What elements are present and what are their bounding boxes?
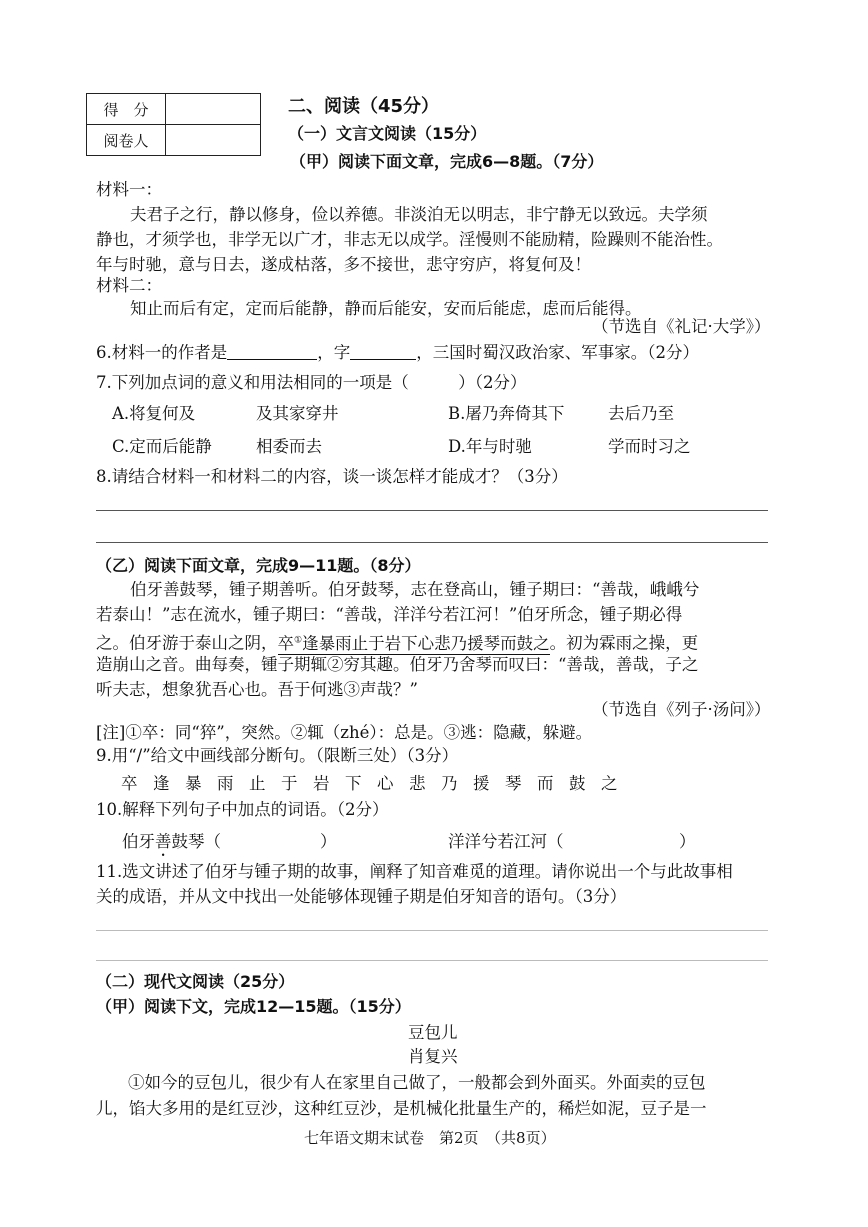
jia-title: （甲）阅读下面文章，完成6—8题。（7分） <box>290 152 604 171</box>
page-footer: 七年语文期末试卷 第2页 （共8页） <box>304 1129 556 1147</box>
article-line: ①如今的豆包儿，很少有人在家里自己做了，一般都会到外面买。外面卖的豆包 <box>128 1073 706 1092</box>
section-title: 二、阅读（45分） <box>288 96 440 117</box>
material2-line: 知止而后有定，定而后能静，静而后能安，安而后能虑，虑而后能得。 <box>130 299 642 318</box>
q7-d-phrase1: D.年与时驰 <box>448 437 532 456</box>
score-label: 得 分 <box>87 94 166 125</box>
score-value-cell <box>166 94 261 125</box>
question-11-line: 关的成语，并从文中找出一处能够体现锺子期是伯牙知音的语句。（3分） <box>96 887 627 906</box>
material1-line: 静也，才须学也，非学无以广才，非志无以成学。淫慢则不能励精，险躁则不能治性。 <box>96 230 723 249</box>
q10-a-post: 鼓琴（ ） <box>171 832 337 851</box>
q7-option-d[interactable] <box>448 432 532 462</box>
grader-label: 阅卷人 <box>87 125 166 156</box>
article-title: 豆包儿 <box>408 1023 458 1042</box>
yi-title: （乙）阅读下面文章，完成9—11题。（8分） <box>96 556 421 575</box>
question-10: 10.解释下列句子中加点的词语。（2分） <box>96 800 389 819</box>
q7-d-phrase2: 学而时习之 <box>608 437 691 456</box>
q7-option-b[interactable] <box>448 399 564 429</box>
yi-source: （节选自《列子·汤问》） <box>592 700 771 719</box>
answer-line[interactable] <box>96 930 768 931</box>
q7-option-a[interactable] <box>112 399 195 429</box>
q7-c-phrase1: C.定而后能静 <box>112 437 212 456</box>
article-author: 肖复兴 <box>408 1047 458 1066</box>
answer-line[interactable] <box>96 542 768 543</box>
q7-b-phrase1: B.屠乃奔倚其下 <box>448 404 565 423</box>
part2-jia-title: （甲）阅读下文，完成12—15题。（15分） <box>96 997 411 1016</box>
question-9: 9.用“/”给文中画线部分断句。（限断三处）（3分） <box>96 746 459 765</box>
material1-line: 夫君子之行，静以修身，俭以养德。非淡泊无以明志，非宁静无以致远。夫学须 <box>130 205 708 224</box>
question-11-line: 11.选文讲述了伯牙与锺子期的故事，阐释了知音难觅的道理。请你说出一个与此故事相 <box>96 862 733 881</box>
material2-source: （节选自《礼记·大学》） <box>592 317 771 336</box>
yi-line3-post: 。初为霖雨之操，更 <box>549 633 699 653</box>
score-table <box>86 93 261 156</box>
q6-text-a: 6.材料一的作者是 <box>96 343 228 362</box>
q7-b-phrase2: 去后乃至 <box>608 404 674 423</box>
material2-label: 材料二： <box>96 276 162 295</box>
q10-item-a[interactable] <box>122 827 337 860</box>
grader-value-cell <box>166 125 261 156</box>
yi-text-line: 造崩山之音。曲每奏，锺子期辄②穷其趣。伯牙乃舍琴而叹曰：“善哉，善哉，子之 <box>96 655 699 674</box>
question-8: 8.请结合材料一和材料二的内容，谈一谈怎样才能成才？（3分） <box>96 467 568 486</box>
q6-blank-zi[interactable] <box>350 341 416 360</box>
yi-footnote: [注]①卒：同“猝”，突然。②辄（zhé）：总是。③逃：隐藏，躲避。 <box>96 723 593 742</box>
underlined-char: 卒 <box>277 633 294 653</box>
q6-blank-name[interactable] <box>227 341 317 360</box>
underlined-rest: 逢暴雨止于岩下心悲乃援琴而鼓之 <box>302 633 550 653</box>
q7-a-phrase1: A.将复何及 <box>112 404 196 423</box>
material1-label: 材料一： <box>96 180 162 199</box>
q7-option-c[interactable] <box>112 432 212 462</box>
footnote-marker: ① <box>294 635 303 645</box>
material1-line: 年与时驰，意与日去，遂成枯落，多不接世，悲守穷庐，将复何及！ <box>96 255 591 274</box>
part2-title: （二）现代文阅读（25分） <box>96 972 295 991</box>
yi-line3-pre: 之。伯牙游于泰山之阴， <box>96 633 278 653</box>
yi-text-line: 若泰山！”志在流水，锺子期曰：“善哉，洋洋兮若江河！”伯牙所念，锺子期必得 <box>96 605 683 624</box>
answer-line[interactable] <box>96 960 768 961</box>
q10-a-pre: 伯牙 <box>122 832 155 851</box>
q6-text-b: ，字 <box>317 343 351 362</box>
article-line: 儿，馅大多用的是红豆沙，这种红豆沙，是机械化批量生产的，稀烂如泥，豆子是一 <box>96 1099 707 1118</box>
q6-text-c: ，三国时蜀汉政治家、军事家。（2分） <box>416 343 699 362</box>
part1-title: （一）文言文阅读（15分） <box>288 124 487 143</box>
yi-text-line: 伯牙善鼓琴，锺子期善听。伯牙鼓琴，志在登高山，锺子期曰：“善哉，峨峨兮 <box>130 580 700 599</box>
q10-a-dotted: 善 <box>155 832 172 851</box>
q7-a-phrase2: 及其家穿井 <box>256 404 339 423</box>
q9-characters[interactable]: 卒逢暴雨止于岩下心悲乃援琴而鼓之 <box>121 774 633 793</box>
q7-c-phrase2: 相委而去 <box>256 437 322 456</box>
q10-item-b[interactable]: 洋洋兮若江河（ ） <box>448 832 696 851</box>
answer-line[interactable] <box>96 510 768 511</box>
question-6 <box>96 338 699 368</box>
yi-text-line: 听夫志，想象犹吾心也。吾于何逃③声哉？” <box>96 680 418 699</box>
question-7-stem: 7.下列加点词的意义和用法相同的一项是（ ）（2分） <box>96 373 527 392</box>
